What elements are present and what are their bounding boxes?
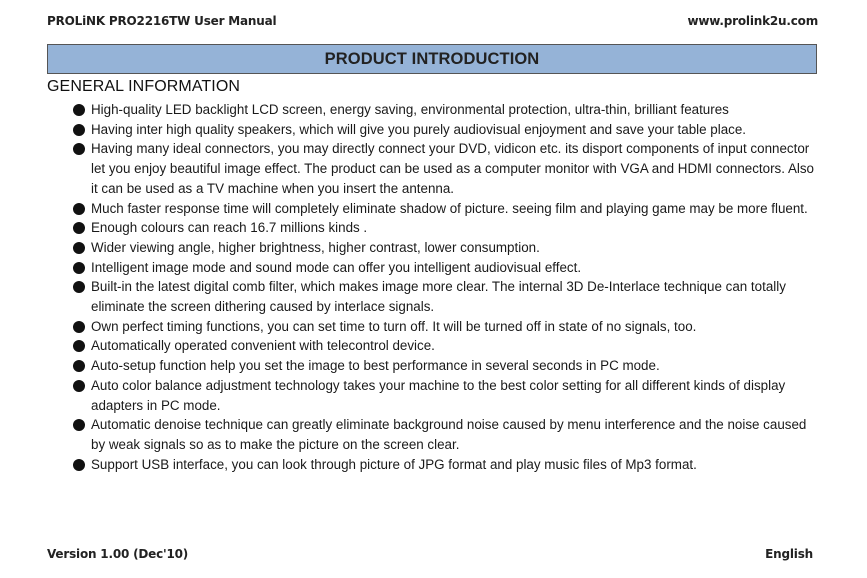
list-item bbox=[72, 336, 817, 356]
list-item-text: Much faster response time will completely eliminate shadow of picture. seeing film and playing game may be more fluent. bbox=[91, 200, 808, 216]
bullet-icon bbox=[73, 222, 85, 234]
list-item-text: Own perfect timing functions, you can set time to turn off. It will be turned off in state of no signals, too. bbox=[91, 318, 697, 334]
bullet-icon bbox=[73, 262, 85, 274]
language-label: English bbox=[765, 547, 813, 561]
list-item-text: Built-in the latest digital comb filter, which makes image more clear. The internal 3D De-Interlace technique can totally eliminate the screen dithering caused by interlace signals. bbox=[91, 279, 786, 315]
list-item bbox=[72, 218, 817, 238]
list-item bbox=[72, 277, 817, 316]
list-item bbox=[72, 415, 817, 454]
list-item-text: Automatic denoise technique can greatly eliminate background noise caused by menu interference and the noise caused by weak signals so as to make the picture on the screen clear. bbox=[91, 417, 807, 452]
list-item-text: High-quality LED backlight LCD screen, energy saving, environmental protection, ultra-thin, brilliant features bbox=[91, 102, 729, 117]
list-item bbox=[72, 317, 817, 337]
bullet-icon bbox=[73, 321, 85, 333]
feature-list bbox=[72, 100, 817, 474]
list-item bbox=[72, 455, 817, 475]
list-item bbox=[72, 139, 817, 198]
list-item-text: Support USB interface, you can look through picture of JPG format and play music files of Mp3 format. bbox=[91, 456, 697, 472]
list-item bbox=[72, 356, 817, 376]
list-item-text: Having many ideal connectors, you may directly connect your DVD, vidicon etc. its disport components of input connector let you enjoy beautiful image effect. The product can be used as a computer monitor with VGA and HDMI connectors. Also it can be used as a TV machine when you insert the antenna. bbox=[91, 141, 814, 196]
list-item bbox=[72, 258, 817, 278]
list-item-text: Intelligent image mode and sound mode can offer you intelligent audiovisual effect. bbox=[91, 259, 582, 275]
website-url: www.prolink2u.com bbox=[687, 14, 818, 28]
list-item-text: Enough colours can reach 16.7 millions kinds . bbox=[91, 220, 368, 236]
list-item bbox=[72, 120, 817, 140]
manual-title: PROLiNK PRO2216TW User Manual bbox=[47, 14, 277, 28]
bullet-icon bbox=[73, 124, 85, 136]
list-item bbox=[72, 238, 817, 258]
bullet-icon bbox=[73, 242, 85, 254]
bullet-icon bbox=[73, 459, 85, 471]
list-item bbox=[72, 100, 817, 120]
list-item bbox=[72, 376, 817, 415]
section-banner bbox=[47, 44, 817, 74]
banner-title: PRODUCT INTRODUCTION bbox=[324, 49, 540, 68]
section-heading: GENERAL INFORMATION bbox=[47, 78, 241, 95]
bullet-icon bbox=[73, 104, 85, 116]
list-item-text: Having inter high quality speakers, which will give you purely audiovisual enjoyment and save your table place. bbox=[91, 121, 747, 137]
list-item bbox=[72, 199, 817, 219]
bullet-icon bbox=[73, 380, 85, 392]
version-label: Version 1.00 (Dec'10) bbox=[47, 547, 189, 561]
list-item-text: Wider viewing angle, higher brightness, higher contrast, lower consumption. bbox=[91, 239, 540, 255]
list-item-text: Automatically operated convenient with telecontrol device. bbox=[91, 338, 435, 354]
bullet-icon bbox=[73, 360, 85, 372]
bullet-icon bbox=[73, 281, 85, 293]
bullet-icon bbox=[73, 203, 85, 215]
bullet-icon bbox=[73, 340, 85, 352]
bullet-icon bbox=[73, 419, 85, 431]
list-item-text: Auto color balance adjustment technology takes your machine to the best color setting for all different kinds of display adapters in PC mode. bbox=[91, 377, 786, 413]
list-item-text: Auto-setup function help you set the image to best performance in several seconds in PC mode. bbox=[91, 358, 660, 374]
bullet-icon bbox=[73, 143, 85, 155]
